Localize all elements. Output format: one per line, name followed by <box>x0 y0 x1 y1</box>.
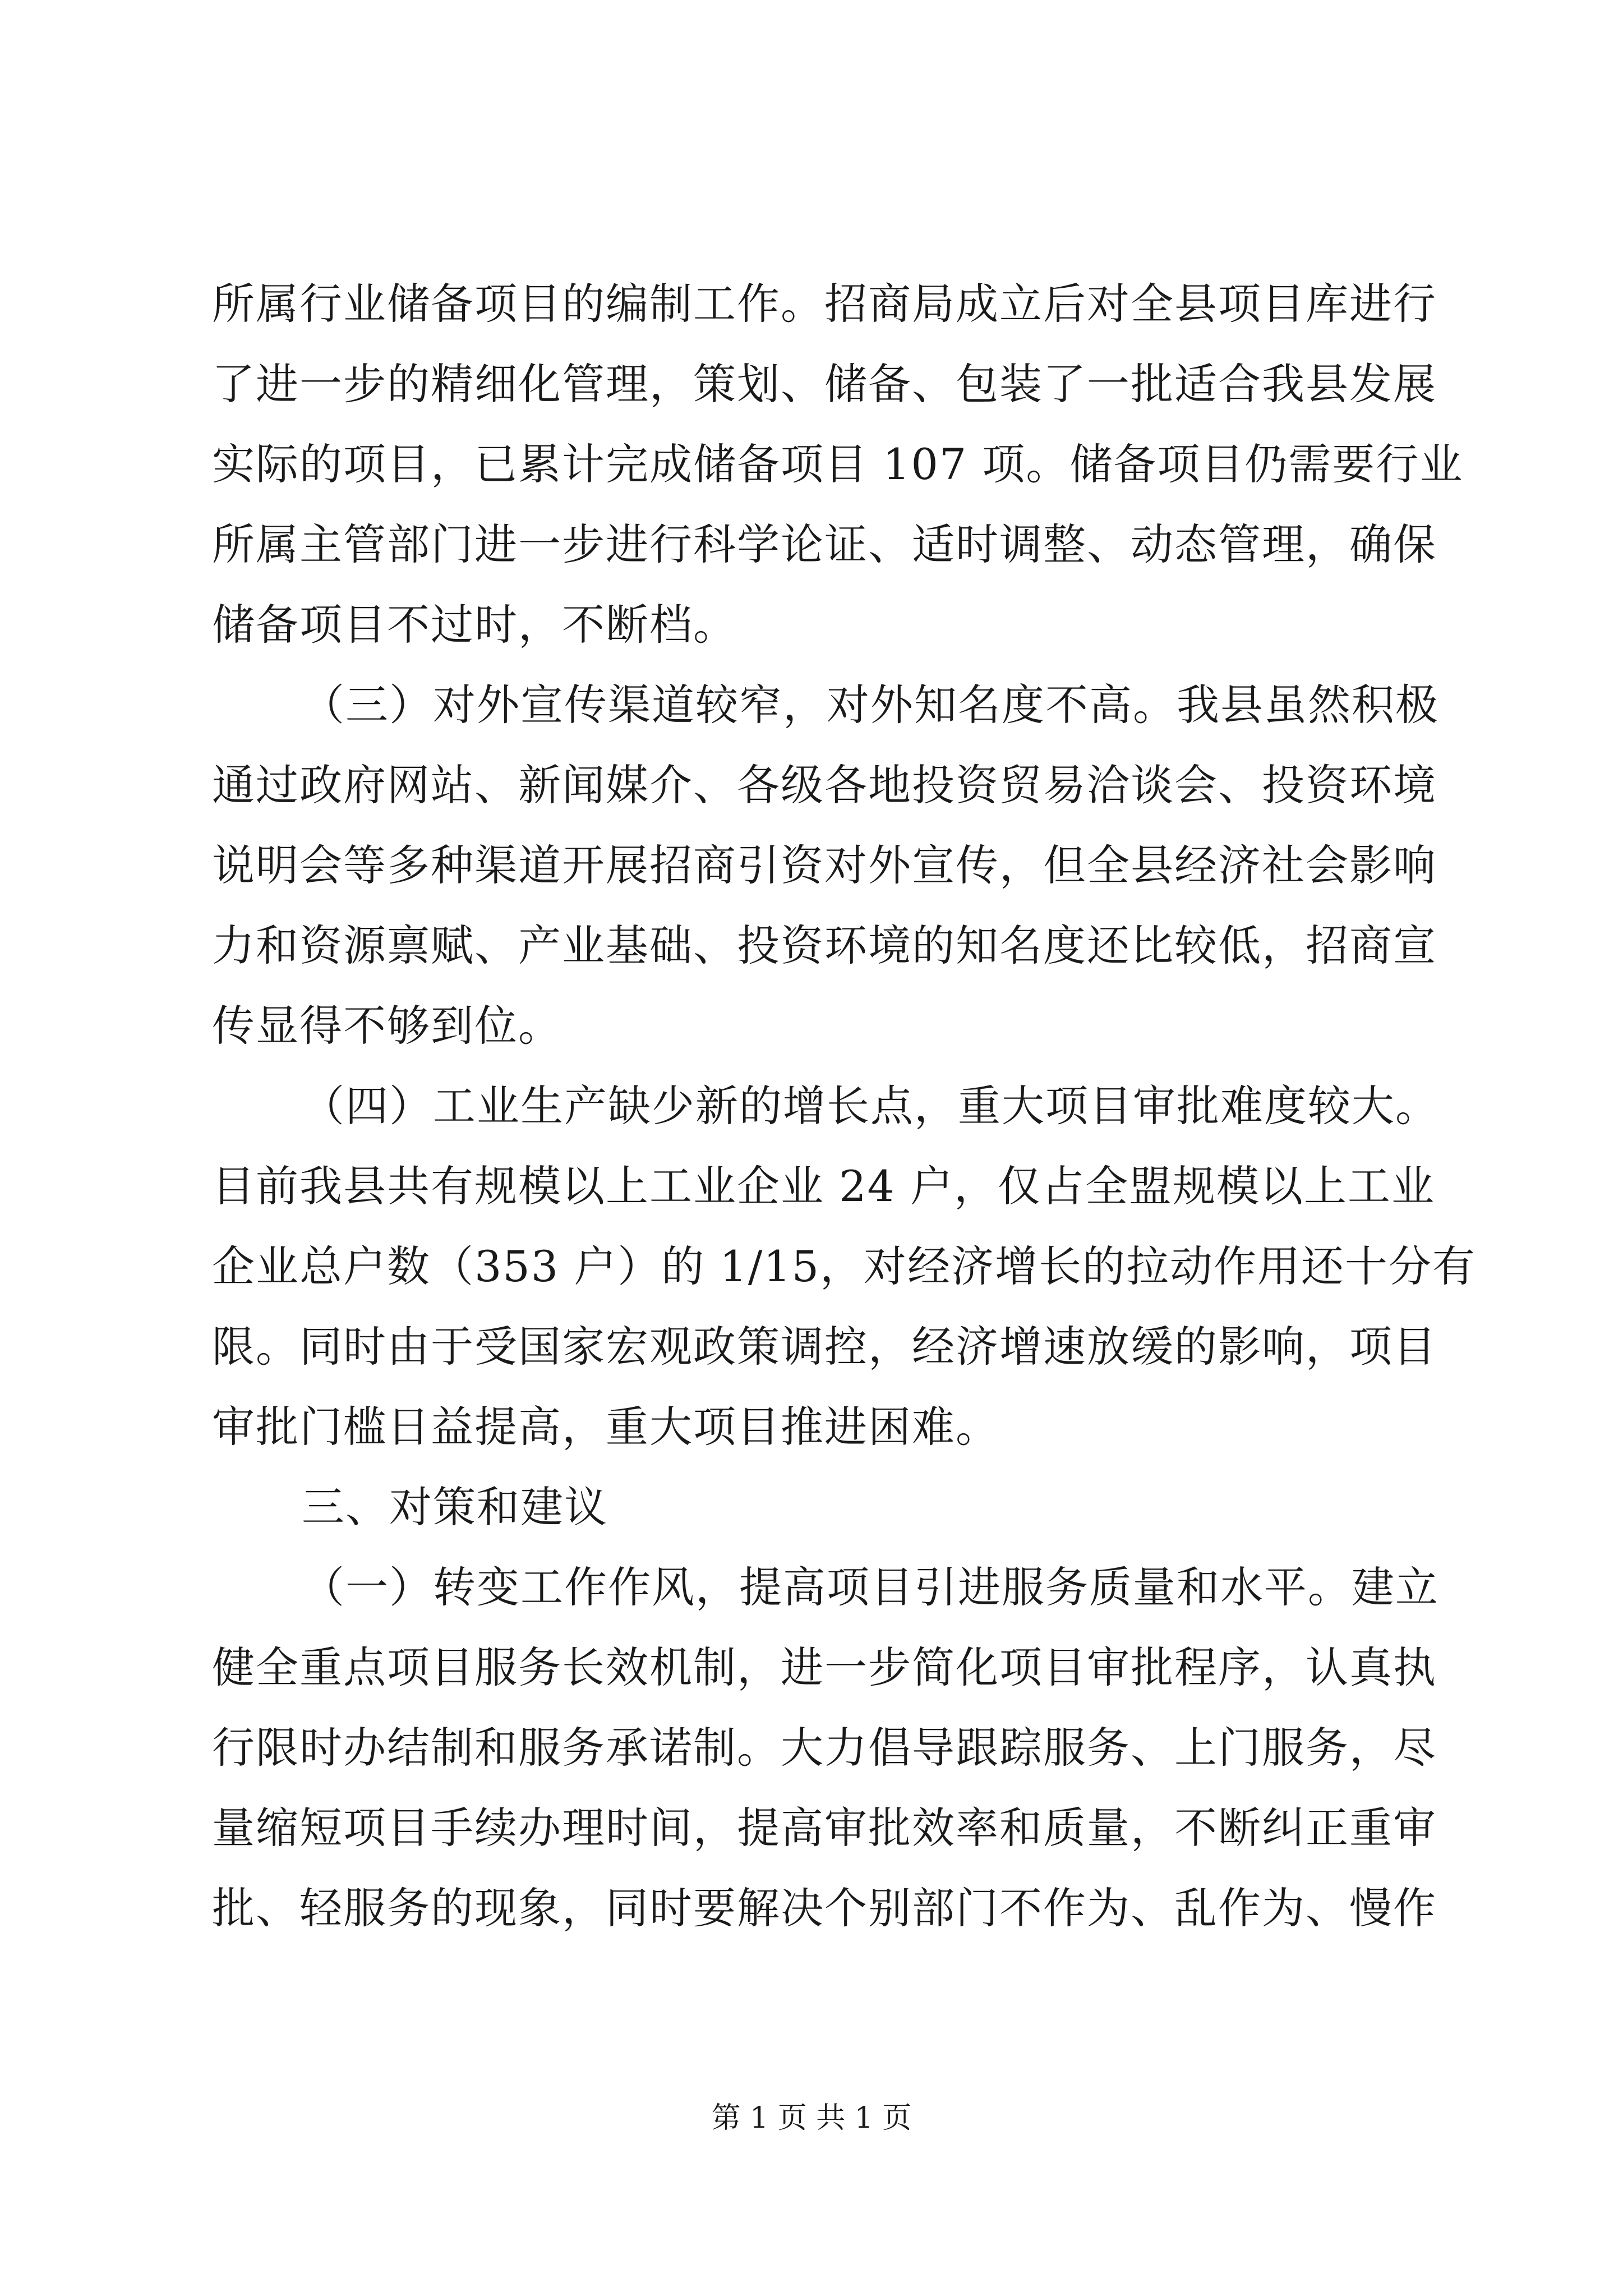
text-line: 通过政府网站、新闻媒介、各级各地投资贸易洽谈会、投资环境 <box>212 760 1437 810</box>
text-line: 储备项目不过时，不断档。 <box>212 600 737 650</box>
text-line: 企业总户数（353 户）的 1/15，对经济增长的拉动作用还十分有 <box>212 1241 1477 1291</box>
page-number-label: 第 1 页 共 1 页 <box>711 2101 912 2135</box>
page-footer <box>0 2098 1623 2138</box>
text-line: 说明会等多种渠道开展招商引资对外宣传，但全县经济社会影响 <box>212 840 1437 890</box>
text-line: 限。同时由于受国家宏观政策调控，经济增速放缓的影响，项目 <box>212 1322 1437 1372</box>
text-line: 实际的项目，已累计完成储备项目 107 项。储备项目仍需要行业 <box>212 439 1464 489</box>
text-line: 批、轻服务的现象，同时要解决个别部门不作为、乱作为、慢作 <box>212 1883 1437 1933</box>
section-heading-line: （三）对外宣传渠道较窄，对外知名度不高。我县虽然积极 <box>302 680 1439 730</box>
text-line: 所属主管部门进一步进行科学论证、适时调整、动态管理，确保 <box>212 519 1437 569</box>
chapter-heading: 三、对策和建议 <box>302 1482 608 1532</box>
text-line: 审批门槛日益提高，重大项目推进困难。 <box>212 1402 999 1452</box>
text-line: 目前我县共有规模以上工业企业 24 户，仅占全盟规模以上工业 <box>212 1161 1436 1211</box>
text-line: 传显得不够到位。 <box>212 1001 562 1051</box>
text-line: 量缩短项目手续办理时间，提高审批效率和质量，不断纠正重审 <box>212 1803 1437 1853</box>
section-heading-line: （一）转变工作作风，提高项目引进服务质量和水平。建立 <box>302 1562 1439 1612</box>
text-line: 健全重点项目服务长效机制，进一步简化项目审批程序，认真执 <box>212 1642 1437 1692</box>
text-line: 力和资源禀赋、产业基础、投资环境的知名度还比较低，招商宣 <box>212 921 1437 970</box>
section-heading-line: （四）工业生产缺少新的增长点，重大项目审批难度较大。 <box>302 1081 1439 1131</box>
text-line: 了进一步的精细化管理，策划、储备、包装了一批适合我县发展 <box>212 359 1437 409</box>
text-line: 所属行业储备项目的编制工作。招商局成立后对全县项目库进行 <box>212 279 1437 329</box>
text-line: 行限时办结制和服务承诺制。大力倡导跟踪服务、上门服务，尽 <box>212 1723 1437 1773</box>
document-body <box>212 264 1477 1948</box>
